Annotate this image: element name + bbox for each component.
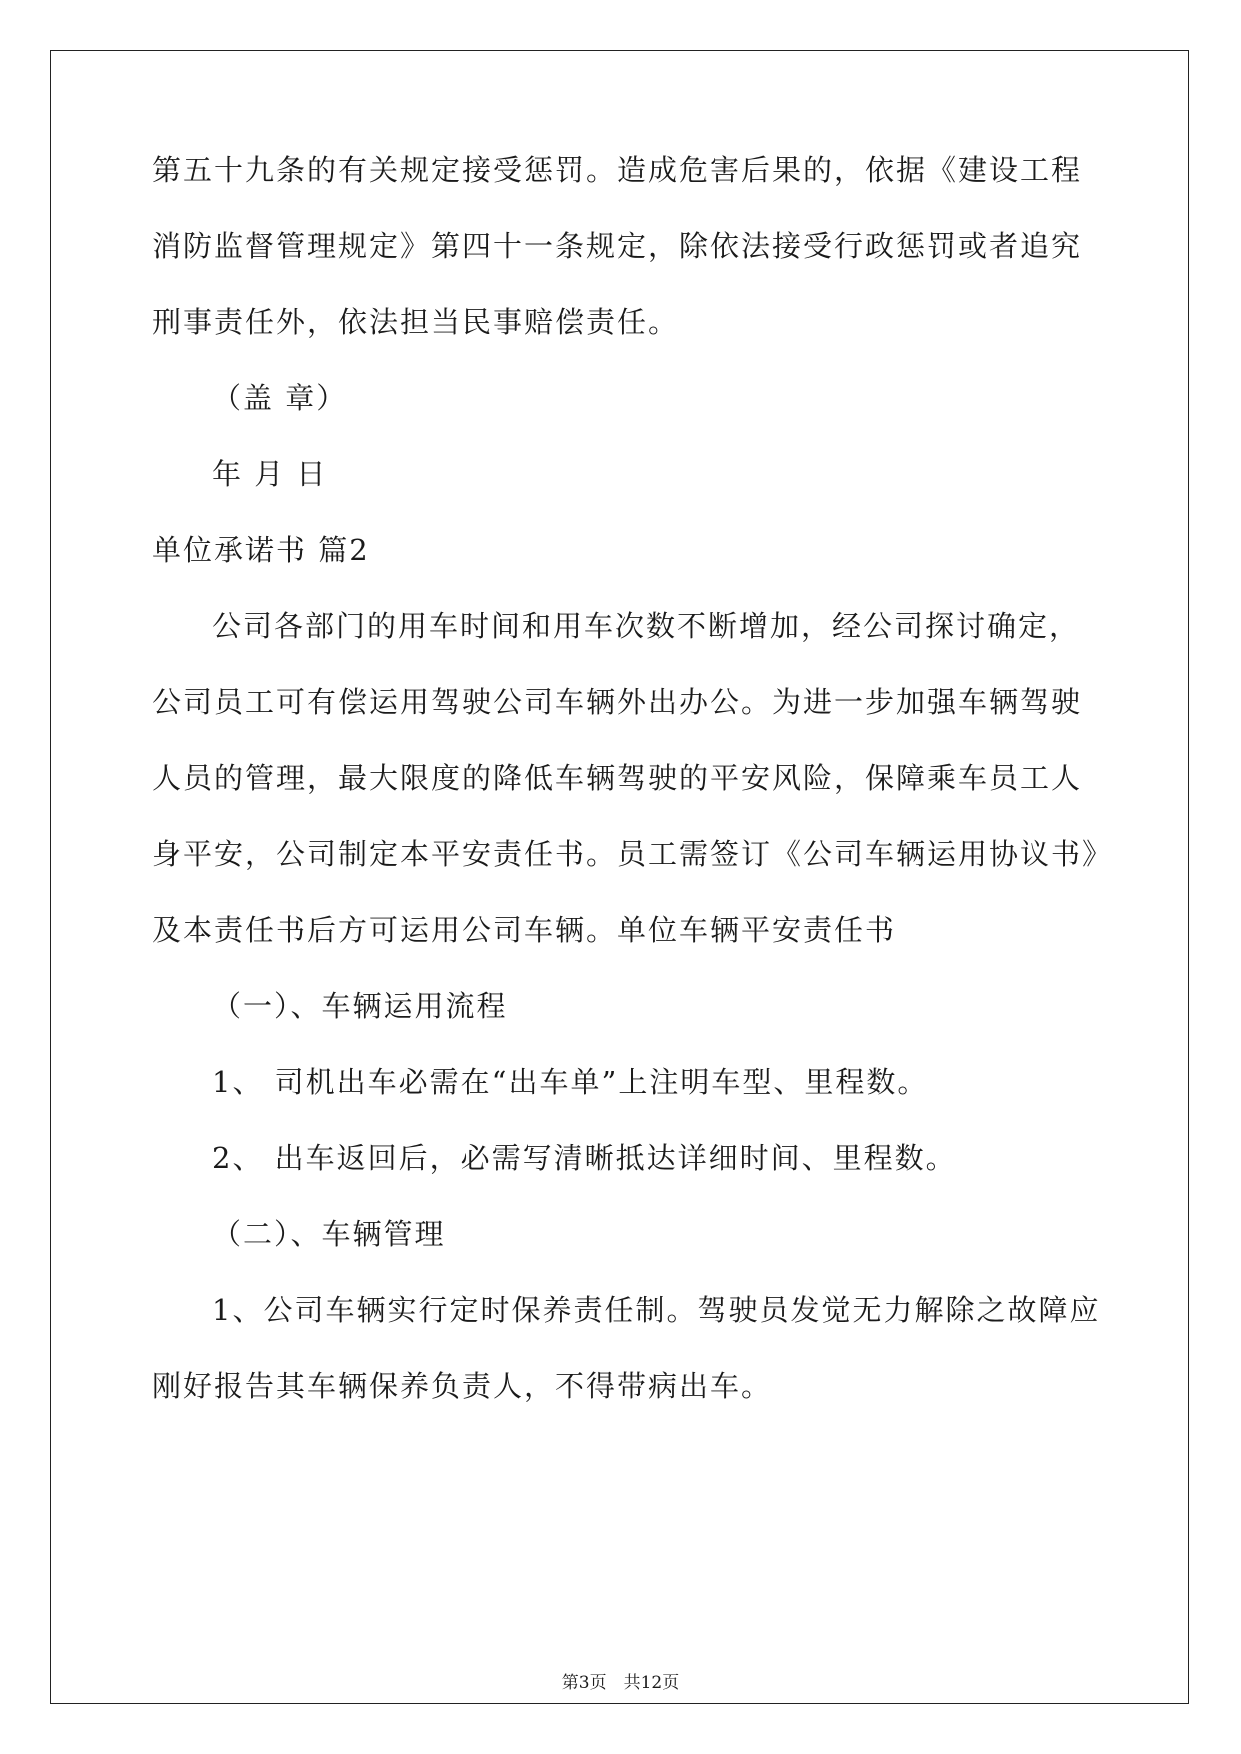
body-line-9: 人员的管理，最大限度的降低车辆驾驶的平安风险，保障乘车员工人	[152, 761, 1083, 795]
body-line-1: 第五十九条的有关规定接受惩罚。造成危害后果的，依据《建设工程	[152, 153, 1083, 187]
body-line-11: 及本责任书后方可运用公司车辆。单位车辆平安责任书	[152, 913, 897, 947]
body-line-17: 刚好报告其车辆保养负责人，不得带病出车。	[152, 1369, 773, 1403]
body-line-3: 刑事责任外，依法担当民事赔偿责任。	[152, 305, 680, 339]
body-line-16: 1、公司车辆实行定时保养责任制。驾驶员发觉无力解除之故障应	[212, 1293, 1101, 1327]
page-border	[50, 50, 1189, 1704]
section-heading: 单位承诺书 篇2	[152, 533, 370, 567]
body-line-10: 身平安，公司制定本平安责任书。员工需签订《公司车辆运用协议书》	[152, 837, 1114, 871]
subsection-heading-1: （一）、车辆运用流程	[212, 989, 508, 1023]
subsection-heading-2: （二）、车辆管理	[212, 1217, 446, 1251]
page-number-footer: 第3页 共12页	[561, 1673, 680, 1693]
body-line-7: 公司各部门的用车时间和用车次数不断增加，经公司探讨确定，	[212, 609, 1081, 643]
list-item-2: 2、 出车返回后，必需写清晰抵达详细时间、里程数。	[212, 1141, 957, 1175]
list-item-1: 1、 司机出车必需在“出车单”上注明车型、里程数。	[212, 1065, 929, 1099]
seal-line: （盖 章）	[212, 381, 348, 415]
date-line: 年 月 日	[212, 457, 328, 491]
body-line-2: 消防监督管理规定》第四十一条规定，除依法接受行政惩罚或者追究	[152, 229, 1083, 263]
body-line-8: 公司员工可有偿运用驾驶公司车辆外出办公。为进一步加强车辆驾驶	[152, 685, 1083, 719]
